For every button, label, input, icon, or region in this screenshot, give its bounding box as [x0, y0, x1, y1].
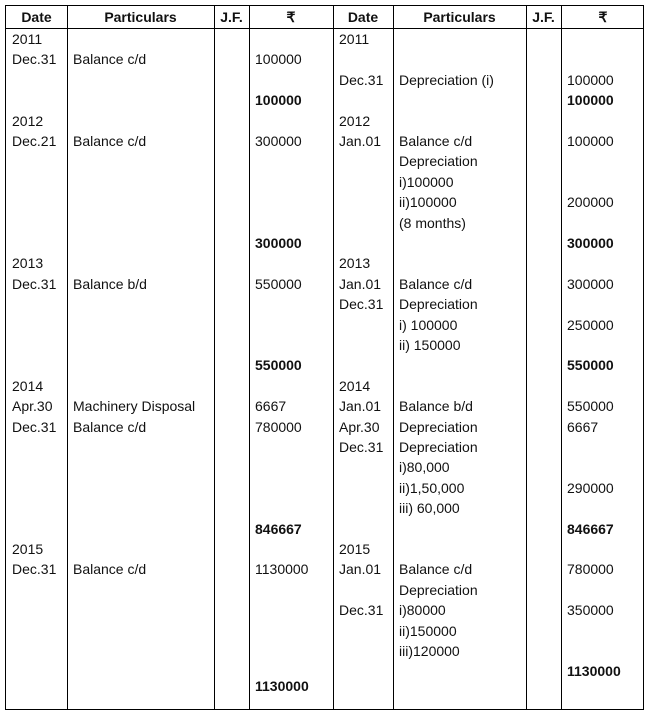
amount-cell: 780000	[255, 418, 302, 435]
header-date-credit: Date	[347, 9, 379, 25]
ledger-row	[6, 111, 643, 131]
amount-cell: 300000	[567, 275, 614, 292]
ledger-row	[6, 621, 643, 641]
particulars-cell: i) 100000	[399, 316, 458, 333]
date-cell: Dec.31	[12, 418, 57, 435]
amount-cell: 780000	[567, 561, 614, 578]
particulars-cell: iii)120000	[399, 643, 460, 659]
amount-cell: 550000	[255, 275, 302, 292]
ledger-row	[6, 417, 643, 437]
ledger-row	[6, 70, 643, 90]
particulars-cell: Machinery Disposal	[73, 398, 196, 415]
amount-cell: 846667	[567, 520, 614, 537]
amount-cell: 290000	[567, 479, 614, 496]
particulars-cell: iii) 60,000	[399, 500, 460, 517]
date-cell: Jan.01	[339, 133, 382, 149]
date-cell: Dec.21	[12, 133, 57, 149]
amount-cell: 100000	[567, 92, 614, 109]
amount-cell: 846667	[255, 520, 302, 537]
header-date-debit: Date	[21, 9, 52, 25]
ledger-row	[6, 172, 643, 192]
amount-cell: 550000	[255, 357, 302, 374]
amount-cell: 300000	[255, 133, 302, 149]
particulars-cell: Balance c/d	[73, 418, 147, 435]
amount-cell: 1130000	[255, 561, 309, 578]
date-cell: 2011	[339, 31, 370, 47]
date-cell: Dec.31	[339, 602, 384, 619]
particulars-cell: Depreciation	[399, 418, 478, 435]
ledger-row	[6, 29, 643, 49]
ledger-row	[6, 641, 643, 661]
ledger-row	[6, 539, 643, 559]
date-cell: 2015	[12, 541, 44, 557]
amount-cell: 550000	[567, 357, 614, 374]
particulars-cell: Balance c/d	[73, 51, 147, 68]
ledger-row	[6, 580, 643, 600]
ledger-row	[6, 253, 643, 273]
ledger-row	[6, 600, 643, 620]
date-cell: Dec.31	[339, 439, 384, 455]
total-row	[6, 519, 643, 539]
ledger-row	[6, 396, 643, 416]
ledger-row	[6, 335, 643, 355]
header-jf-credit: J.F.	[532, 9, 555, 25]
particulars-cell: Balance b/d	[73, 275, 147, 292]
amount-cell: 1130000	[567, 663, 621, 680]
date-cell: Apr.30	[12, 398, 53, 415]
ledger-row	[6, 131, 643, 151]
total-row	[6, 355, 643, 375]
ledger-row	[6, 49, 643, 69]
particulars-cell: Balance b/d	[399, 398, 473, 415]
ledger-table	[5, 5, 644, 710]
date-cell: Apr.30	[339, 418, 380, 435]
particulars-cell: ii)100000	[399, 194, 457, 211]
ledger-row	[6, 294, 643, 314]
ledger-row	[6, 213, 643, 233]
date-cell: 2011	[12, 31, 43, 47]
date-cell: 2012	[12, 112, 44, 129]
amount-cell: 6667	[567, 418, 599, 435]
particulars-cell: i)100000	[399, 173, 454, 190]
particulars-cell: Balance c/d	[399, 561, 473, 578]
date-cell: 2012	[339, 112, 371, 129]
particulars-cell: Depreciation	[399, 296, 478, 313]
total-row	[6, 233, 643, 253]
date-cell: Jan.01	[339, 275, 382, 292]
ledger-row	[6, 192, 643, 212]
date-cell: 2015	[339, 541, 371, 557]
date-cell: Dec.31	[12, 275, 57, 292]
total-row	[6, 676, 643, 696]
particulars-cell: Depreciation	[399, 439, 478, 455]
ledger-row	[6, 376, 643, 396]
amount-cell: 100000	[567, 133, 614, 149]
ledger-row	[6, 559, 643, 579]
header-amount-credit: ₹	[598, 9, 608, 25]
particulars-cell: Balance c/d	[73, 561, 147, 578]
particulars-cell: ii)1,50,000	[399, 479, 465, 496]
amount-cell: 550000	[567, 398, 614, 415]
ledger-row	[6, 151, 643, 171]
ledger-row	[6, 437, 643, 457]
amount-cell: 1130000	[255, 677, 309, 694]
amount-cell: 250000	[567, 316, 614, 333]
ledger-row	[6, 498, 643, 518]
date-cell: 2014	[339, 377, 371, 394]
date-cell: 2013	[339, 255, 371, 272]
amount-cell: 100000	[567, 71, 614, 88]
particulars-cell: Balance c/d	[73, 133, 147, 149]
amount-cell: 6667	[255, 398, 287, 415]
particulars-cell: Depreciation	[399, 153, 478, 170]
date-cell: Dec.31	[339, 296, 384, 313]
amount-cell: 300000	[567, 235, 614, 251]
date-cell: 2013	[12, 255, 44, 272]
particulars-cell: Depreciation (i)	[399, 71, 494, 88]
date-cell: 2014	[12, 377, 44, 394]
particulars-cell: Balance c/d	[399, 275, 473, 292]
ledger-row	[6, 274, 643, 294]
amount-cell: 350000	[567, 602, 614, 619]
header-amount-debit: ₹	[286, 9, 296, 25]
amount-cell: 100000	[255, 92, 302, 109]
ledger-row	[6, 457, 643, 477]
date-cell: Dec.31	[339, 71, 384, 88]
particulars-cell: Balance c/d	[399, 133, 473, 149]
amount-cell: 100000	[255, 51, 302, 68]
particulars-cell: i)80,000	[399, 459, 450, 476]
header-particulars-credit: Particulars	[423, 9, 496, 25]
ledger-row	[6, 315, 643, 335]
amount-cell: 300000	[255, 235, 302, 251]
particulars-cell: ii) 150000	[399, 337, 461, 353]
date-cell: Jan.01	[339, 561, 382, 578]
date-cell: Jan.01	[339, 398, 382, 415]
particulars-cell: ii)150000	[399, 622, 457, 639]
header-jf-debit: J.F.	[220, 9, 243, 25]
particulars-cell: (8 months)	[399, 214, 466, 231]
date-cell: Dec.31	[12, 561, 57, 578]
ledger-row	[6, 478, 643, 498]
amount-cell: 200000	[567, 194, 614, 211]
particulars-cell: i)80000	[399, 602, 446, 619]
date-cell: Dec.31	[12, 51, 57, 68]
total-row	[6, 90, 643, 110]
particulars-cell: Depreciation	[399, 581, 478, 598]
header-particulars-debit: Particulars	[104, 9, 177, 25]
